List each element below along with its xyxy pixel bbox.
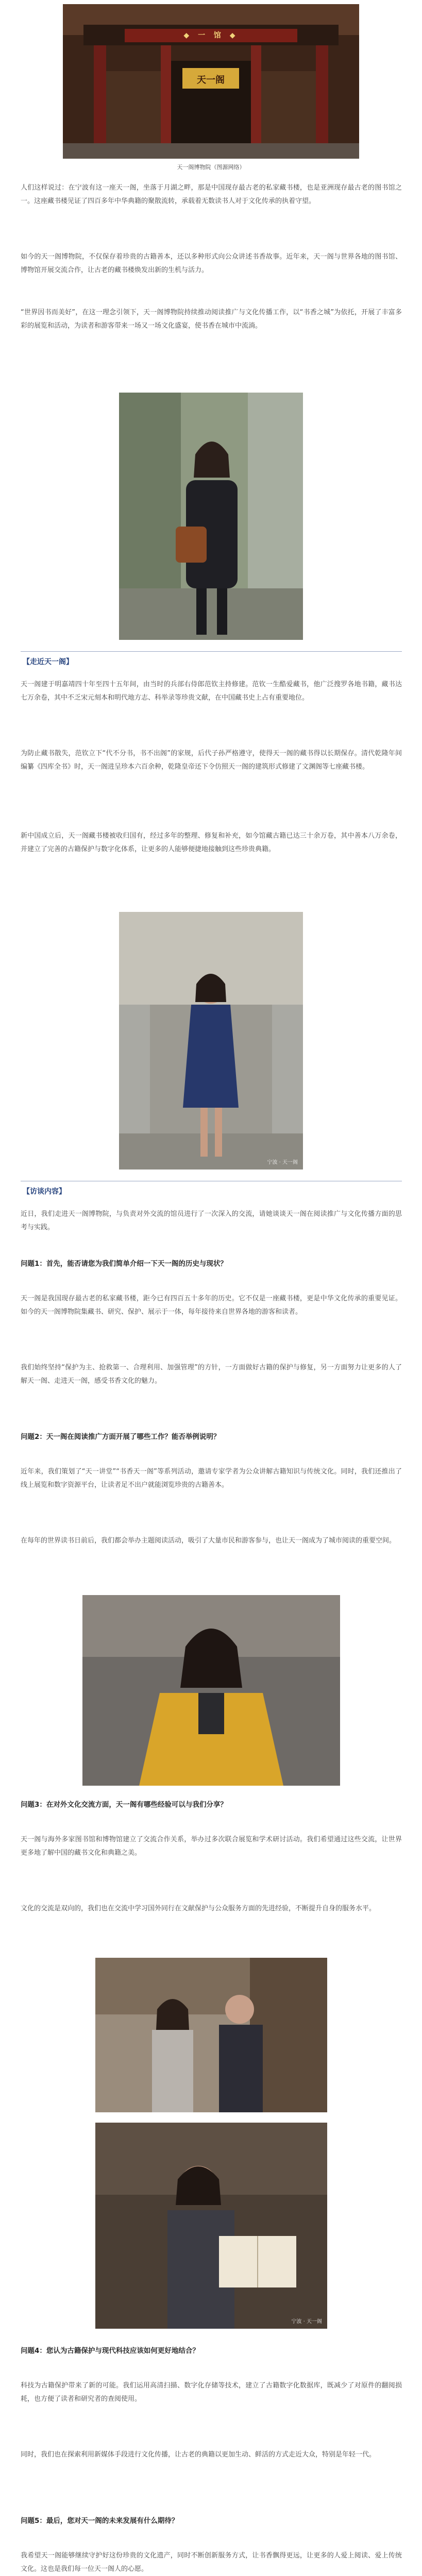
portrait-photo-2 [119,912,303,1170]
interview-answer-3b: 文化的交流是双向的，我们也在交流中学习国外同行在文献保护与公众服务方面的先进经验，不断提升自身的服务水平。 [21,1905,376,1912]
interview-answer-2a: 近年来，我们策划了“天一讲堂”“书香天一阁”等系列活动，邀请专家学者为公众讲解古籍知识与传统文化。同时，我们还推出了线上展览和数字资源平台，让读者足不出户就能浏览珍贵的古籍善本。 [21,1468,402,1489]
interview-intro: 近日，我们走进天一阁博物院，与负责对外交流的馆员进行了一次深入的交流，请她谈谈天一阁在阅读推广与文化传播方面的思考与实践。 [21,1210,402,1231]
section-title-2: 【访谈内容】 [23,1188,66,1196]
interview-answer-4b: 同时，我们也在探索利用新媒体手段进行文化传播，让古老的典籍以更加生动、鲜活的方式走近大众，特别是年轻一代。 [21,2451,376,2459]
section-rule [21,651,402,652]
interview-answer-3a: 天一阁与海外多家图书馆和博物馆建立了交流合作关系，举办过多次联合展览和学术研讨活动。我们希望通过这些交流，让世界更多地了解中国的藏书文化和典籍之美。 [21,1836,402,1857]
intro-paragraph-1: 人们这样说过：在宁波有这一座天一阁，坐落于月湖之畔，那是中国现存最古老的私家藏书楼，也是亚洲现存最古老的图书馆之一。这座藏书楼见证了四百多年中华典籍的聚散流转，承载着无数读书人对于文化传承的执着守望。 [21,184,402,205]
portrait-photo-3 [82,1595,340,1786]
hero-caption: 天一阁博物院（图源网络） [177,164,245,171]
portrait-illustration-2 [119,912,303,1170]
hero-photo [63,4,359,159]
gate-sign-text: 天一阁 [197,75,225,86]
interview-answer-1b: 我们始终坚持“保护为主、抢救第一、合理利用、加强管理”的方针，一方面做好古籍的保护与修复，另一方面努力让更多的人了解天一阁、走进天一阁，感受书香文化的魅力。 [21,1364,402,1385]
interview-question-1: 问题1：首先，能否请您为我们简单介绍一下天一阁的历史与现状？ [21,1260,227,1268]
section-header-2 [21,1181,402,1199]
portrait-illustration-1 [119,393,303,640]
photo-watermark-2: 宁波 · 天一阁 [291,2319,322,2325]
reading-photo [95,2123,327,2329]
plaque-text: ◆ 一 馆 ◆ [183,31,239,40]
interview-question-2: 问题2：天一阁在阅读推广方面开展了哪些工作？能否举例说明？ [21,1433,221,1441]
reading-illustration [95,2123,327,2329]
body-paragraph-1: 天一阁建于明嘉靖四十年至四十五年间，由当时的兵部右侍郎范钦主持修建。范钦一生酷爱藏书，他广泛搜罗各地书籍，藏书达七万余卷，其中不乏宋元刻本和明代地方志、科举录等珍贵文献，在中国藏书史上占有重要地位。 [21,681,402,702]
body-paragraph-2: 为防止藏书散失，范钦立下“代不分书，书不出阁”的家规，后代子孙严格遵守，使得天一阁的藏书得以长期保存。清代乾隆年间编纂《四库全书》时，天一阁进呈珍本六百余种，乾隆皇帝还下令仿照天一阁的建筑形式修建了文渊阁等七座藏书楼。 [21,750,402,771]
photo-watermark-1: 宁波 · 天一阁 [267,1160,298,1165]
intro-paragraph-2: 如今的天一阁博物院，不仅保存着珍贵的古籍善本，还以多种形式向公众讲述书香故事。近年来，天一阁与世界各地的图书馆、博物馆开展交流合作，让古老的藏书楼焕发出新的生机与活力。 [21,253,402,274]
interview-question-5: 问题5：最后，您对天一阁的未来发展有什么期待？ [21,2517,179,2525]
section-title-1: 【走近天一阁】 [23,658,73,666]
interview-answer-1a: 天一阁是我国现存最古老的私家藏书楼，距今已有四百五十多年的历史。它不仅是一座藏书楼，更是中华文化传承的重要见证。如今的天一阁博物院集藏书、研究、保护、展示于一体，每年接待来自世界各地的游客和读者。 [21,1295,402,1316]
interview-answer-2b: 在每年的世界读书日前后，我们都会举办主题阅读活动，吸引了大量市民和游客参与，也让天一阁成为了城市阅读的重要空间。 [21,1537,396,1545]
intro-paragraph-3: “世界因书而美好”，在这一理念引领下，天一阁博物院持续推动阅读推广与文化传播工作，以“书香之城”为依托，开展了丰富多彩的展览和活动，为读者和游客带来一场又一场文化盛宴，使书香在城市中流淌。 [21,309,402,330]
interview-question-3: 问题3：在对外文化交流方面，天一阁有哪些经验可以与我们分享？ [21,1801,227,1809]
portrait-photo-1 [119,393,303,640]
group-illustration [95,1958,327,2112]
section-header-1 [21,651,402,670]
interview-answer-4a: 科技为古籍保护带来了新的可能。我们运用高清扫描、数字化存储等技术，建立了古籍数字化数据库，既减少了对原件的翻阅损耗，也方便了读者和研究者的查阅使用。 [21,2382,402,2403]
group-photo [95,1958,327,2112]
interview-answer-5a: 我希望天一阁能够继续守护好这份珍贵的文化遗产，同时不断创新服务方式，让书香飘得更远，让更多的人爱上阅读、爱上传统文化。这也是我们每一位天一阁人的心愿。 [21,2552,402,2573]
body-paragraph-3: 新中国成立后，天一阁藏书楼被收归国有，经过多年的整理、修复和补充，如今馆藏古籍已达三十余万卷，其中善本八万余卷，并建立了完善的古籍保护与数字化体系，让更多的人能够便捷地接触到这些珍贵典籍。 [21,832,402,853]
interview-question-4: 问题4：您认为古籍保护与现代科技应该如何更好地结合？ [21,2347,199,2355]
portrait-illustration-3 [82,1595,340,1786]
